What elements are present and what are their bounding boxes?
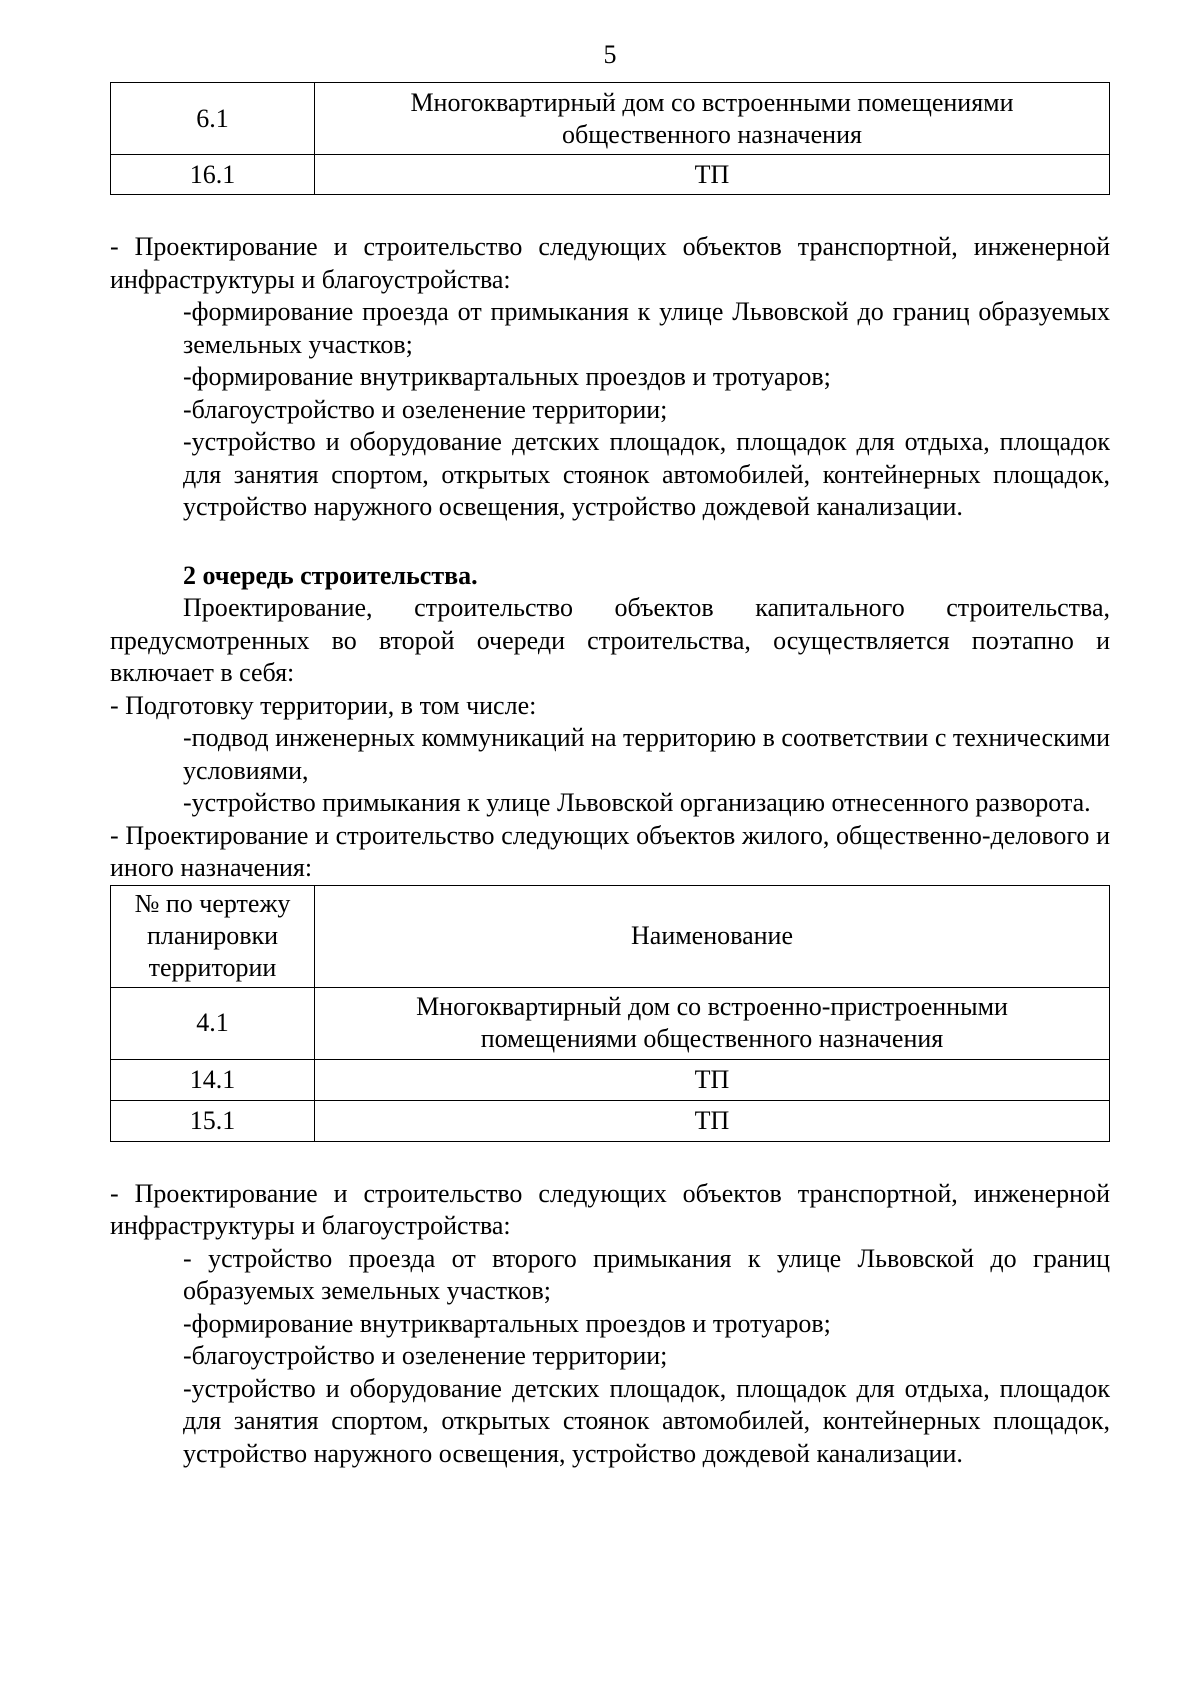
- prep-heading: - Подготовку территории, в том числе:: [110, 690, 537, 720]
- list-item: -устройство примыкания к улице Львовской организацию отнесенного разворота.: [183, 788, 1091, 817]
- table-header-row: [111, 885, 1110, 987]
- row-name-cell: ТП: [315, 1059, 1110, 1100]
- table-row: [111, 987, 1110, 1059]
- row-number-cell: 6.1: [111, 83, 315, 155]
- stage-title: 2 очередь строительства.: [183, 560, 478, 590]
- header-line: № по чертежу: [134, 889, 291, 918]
- name-line: Многоквартирный дом со встроенными помещениями: [410, 87, 1014, 117]
- row-name-cell: ТП: [315, 155, 1110, 195]
- section-heading: - Проектирование и строительство следующих объектов транспортной, инженерной инфраструктуры и благоустройства:: [110, 1178, 1110, 1240]
- row-number-cell: 15.1: [111, 1100, 315, 1141]
- list-item: -устройство и оборудование детских площадок, площадок для отдыха, площадок для занятия спортом, открытых стоянок автомобилей, контейнерных площадок, устройство наружного освещения, устройство дождевой канализации.: [183, 427, 1110, 521]
- row-name-cell: [315, 987, 1110, 1059]
- header-line: территории: [148, 953, 277, 982]
- table-row: [111, 1100, 1110, 1141]
- row-number-cell: 14.1: [111, 1059, 315, 1100]
- name-line: помещениями общественного назначения: [480, 1024, 944, 1053]
- header-number-cell: [111, 885, 315, 987]
- objects-table-1: [110, 82, 1110, 195]
- list-item: -устройство и оборудование детских площадок, площадок для отдыха, площадок для занятия спортом, открытых стоянок автомобилей, контейнерных площадок, устройство наружного освещения, устройство дождевой канализации.: [183, 1373, 1110, 1468]
- table-row: [111, 1059, 1110, 1100]
- name-line: Многоквартирный дом со встроенно-пристроенными: [416, 992, 1008, 1021]
- list-item: - устройство проезда от второго примыкания к улице Львовской до границ образуемых земельных участков;: [183, 1243, 1110, 1305]
- table-row: [111, 83, 1110, 155]
- list-item: -формирование внутриквартальных проездов и тротуаров;: [183, 362, 831, 391]
- document-page: [110, 40, 1110, 1470]
- header-line: планировки: [146, 921, 279, 950]
- list-item: -формирование проезда от примыкания к улице Львовской до границ образуемых земельных участков;: [183, 297, 1110, 359]
- list-item: -благоустройство и озеленение территории;: [183, 1341, 668, 1370]
- page-number: 5: [603, 40, 617, 69]
- list-item: -подвод инженерных коммуникаций на территорию в соответствии с техническими условиями,: [183, 723, 1110, 785]
- section-heading: - Проектирование и строительство следующих объектов транспортной, инженерной инфраструктуры и благоустройства:: [110, 232, 1110, 294]
- row-number-cell: 16.1: [111, 155, 315, 195]
- name-line: общественного назначения: [562, 119, 862, 149]
- objects-table-2: [110, 885, 1110, 1142]
- list-item: -благоустройство и озеленение территории;: [183, 394, 668, 424]
- row-name-cell: ТП: [315, 1100, 1110, 1141]
- table-row: [111, 155, 1110, 195]
- row-number-cell: 4.1: [111, 987, 315, 1059]
- header-name-cell: Наименование: [315, 885, 1110, 987]
- design-heading: - Проектирование и строительство следующих объектов жилого, общественно-делового и иного назначения:: [110, 820, 1110, 882]
- list-item: -формирование внутриквартальных проездов и тротуаров;: [183, 1308, 831, 1338]
- stage-intro: Проектирование, строительство объектов капитального строительства, предусмотренных во второй очереди строительства, осуществляется поэтапно и включает в себя:: [110, 593, 1110, 687]
- row-name-cell: [315, 83, 1110, 155]
